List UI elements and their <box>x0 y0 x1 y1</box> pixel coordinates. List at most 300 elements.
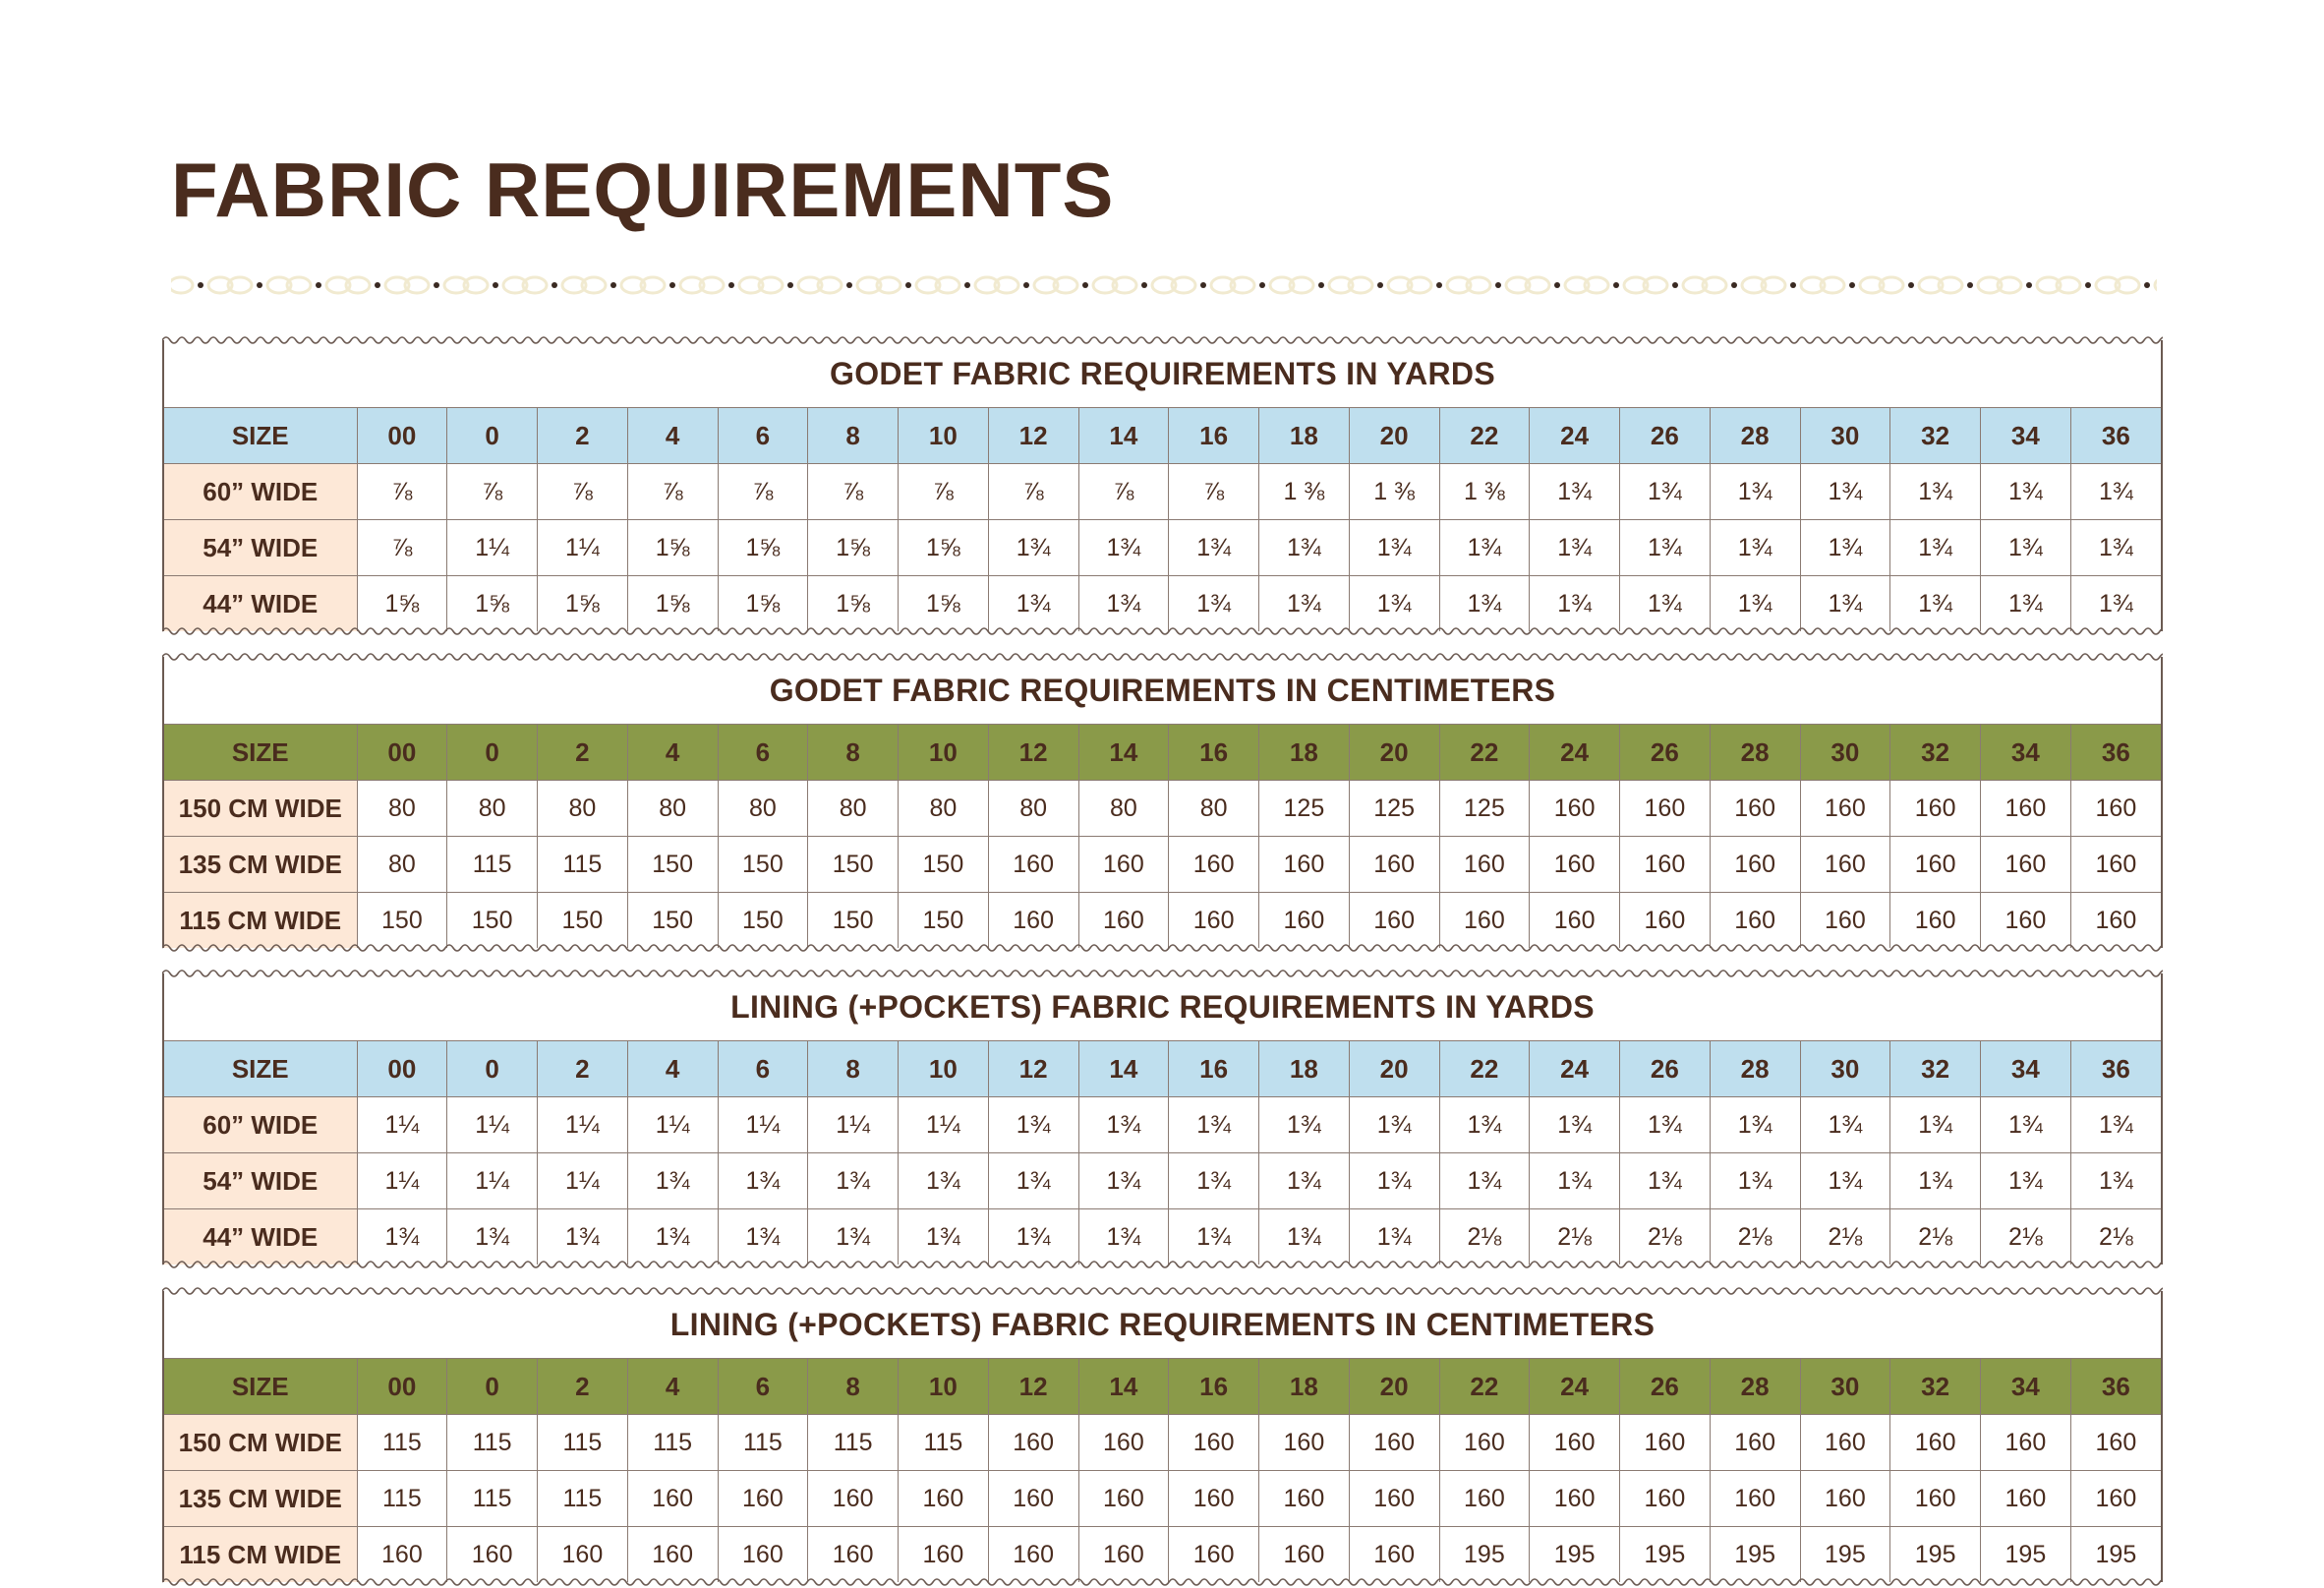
value-cell: 160 <box>1890 837 1981 893</box>
value-cell: 2⅛ <box>1890 1209 1981 1265</box>
value-cell: 160 <box>1530 837 1620 893</box>
size-header-cell: 6 <box>718 1359 808 1415</box>
size-header-cell: 2 <box>538 408 628 464</box>
table-row <box>164 1209 2161 1265</box>
size-header-cell: 36 <box>2070 1041 2161 1097</box>
table-row <box>164 893 2161 949</box>
value-cell: 1¾ <box>1890 520 1981 576</box>
value-cell: 160 <box>1439 837 1530 893</box>
value-cell: 1¾ <box>1710 464 1800 520</box>
value-cell: 1¾ <box>2070 576 2161 632</box>
size-header-label: SIZE <box>164 1359 357 1415</box>
value-cell: 1⅝ <box>899 520 989 576</box>
value-cell: 1¾ <box>1169 520 1259 576</box>
row-label: 115 CM WIDE <box>164 1527 357 1583</box>
value-cell: 1¾ <box>2070 1097 2161 1153</box>
size-header-cell: 30 <box>1800 408 1890 464</box>
size-header-cell: 22 <box>1439 408 1530 464</box>
value-cell: 150 <box>808 837 899 893</box>
value-cell: 160 <box>1439 893 1530 949</box>
value-cell: ⅞ <box>627 464 718 520</box>
value-cell: 1¾ <box>1259 1153 1350 1209</box>
table-row <box>164 576 2161 632</box>
section-title: LINING (+POCKETS) FABRIC REQUIREMENTS IN YARDS <box>730 988 1595 1025</box>
value-cell: 160 <box>538 1527 628 1583</box>
value-cell: 160 <box>1800 781 1890 837</box>
value-cell: 1¼ <box>538 520 628 576</box>
value-cell: 1¾ <box>1078 576 1169 632</box>
value-cell: 160 <box>1890 893 1981 949</box>
size-header-cell: 32 <box>1890 1359 1981 1415</box>
value-cell: 125 <box>1259 781 1350 837</box>
value-cell: 80 <box>808 781 899 837</box>
value-cell: 160 <box>1169 1471 1259 1527</box>
size-header-cell: 20 <box>1349 725 1439 781</box>
value-cell: 80 <box>538 781 628 837</box>
value-cell: 1⅝ <box>357 576 447 632</box>
value-cell: 1¾ <box>2070 464 2161 520</box>
value-cell: 1⅝ <box>718 576 808 632</box>
value-cell: 160 <box>988 893 1078 949</box>
value-cell: 160 <box>899 1527 989 1583</box>
value-cell: 160 <box>1981 1471 2071 1527</box>
size-header-cell: 36 <box>2070 408 2161 464</box>
size-header-cell: 24 <box>1530 1041 1620 1097</box>
section-godet-yards <box>162 340 2163 631</box>
size-header-cell: 32 <box>1890 408 1981 464</box>
value-cell: 1⅝ <box>718 520 808 576</box>
value-cell: 1¾ <box>1259 576 1350 632</box>
wavy-border-top <box>162 334 2163 346</box>
value-cell: 160 <box>1169 893 1259 949</box>
value-cell: 160 <box>1710 781 1800 837</box>
value-cell: 1¾ <box>1800 1097 1890 1153</box>
size-header-cell: 8 <box>808 408 899 464</box>
value-cell: 1¾ <box>1620 1153 1711 1209</box>
value-cell: 1¾ <box>1349 520 1439 576</box>
value-cell: 1¾ <box>627 1153 718 1209</box>
value-cell: 160 <box>808 1527 899 1583</box>
value-cell: 160 <box>1800 893 1890 949</box>
value-cell: 160 <box>627 1471 718 1527</box>
value-cell: 1¾ <box>1981 1097 2071 1153</box>
value-cell: 160 <box>1620 781 1711 837</box>
wavy-border-bottom <box>162 1259 2163 1270</box>
size-header-cell: 28 <box>1710 1359 1800 1415</box>
value-cell: 1¾ <box>1169 1209 1259 1265</box>
size-header-cell: 24 <box>1530 1359 1620 1415</box>
value-cell: 2⅛ <box>2070 1209 2161 1265</box>
value-cell: 1⅝ <box>627 576 718 632</box>
value-cell: 1¾ <box>1259 1097 1350 1153</box>
value-cell: 160 <box>808 1471 899 1527</box>
size-header-cell: 6 <box>718 725 808 781</box>
value-cell: 1¼ <box>808 1097 899 1153</box>
value-cell: 1 ⅜ <box>1439 464 1530 520</box>
value-cell: 1¾ <box>1620 576 1711 632</box>
value-cell: ⅞ <box>718 464 808 520</box>
value-cell: 1¾ <box>1439 1097 1530 1153</box>
value-cell: 160 <box>1890 781 1981 837</box>
size-header-cell: 00 <box>357 1359 447 1415</box>
value-cell: 80 <box>357 837 447 893</box>
row-label: 60” WIDE <box>164 1097 357 1153</box>
size-header-cell: 00 <box>357 1041 447 1097</box>
value-cell: 160 <box>1078 1415 1169 1471</box>
value-cell: 160 <box>1890 1471 1981 1527</box>
requirements-table <box>164 407 2161 631</box>
value-cell: 160 <box>1710 1415 1800 1471</box>
value-cell: 2⅛ <box>1981 1209 2071 1265</box>
value-cell: 160 <box>1710 837 1800 893</box>
value-cell: 1¾ <box>627 1209 718 1265</box>
value-cell: 160 <box>1439 1415 1530 1471</box>
value-cell: 1¾ <box>1530 576 1620 632</box>
value-cell: 1¾ <box>1078 1097 1169 1153</box>
value-cell: 1¼ <box>357 1097 447 1153</box>
size-header-cell: 10 <box>899 725 989 781</box>
table-row <box>164 1471 2161 1527</box>
value-cell: 160 <box>1169 1527 1259 1583</box>
value-cell: 125 <box>1439 781 1530 837</box>
size-header-cell: 0 <box>447 408 538 464</box>
size-header-row <box>164 1359 2161 1415</box>
size-header-cell: 30 <box>1800 1041 1890 1097</box>
value-cell: 160 <box>1349 893 1439 949</box>
size-header-cell: 0 <box>447 1359 538 1415</box>
value-cell: 1¾ <box>1259 520 1350 576</box>
value-cell: 1¾ <box>1620 520 1711 576</box>
value-cell: 115 <box>899 1415 989 1471</box>
value-cell: 1¾ <box>1169 576 1259 632</box>
value-cell: 125 <box>1349 781 1439 837</box>
value-cell: 1¼ <box>357 1153 447 1209</box>
size-header-cell: 32 <box>1890 725 1981 781</box>
size-header-cell: 24 <box>1530 725 1620 781</box>
value-cell: 195 <box>1890 1527 1981 1583</box>
value-cell: 1⅝ <box>447 576 538 632</box>
decorative-divider <box>171 265 2157 305</box>
size-header-cell: 18 <box>1259 1359 1350 1415</box>
table-row <box>164 520 2161 576</box>
section-title: GODET FABRIC REQUIREMENTS IN CENTIMETERS <box>769 672 1556 708</box>
value-cell: 1 ⅜ <box>1349 464 1439 520</box>
value-cell: 160 <box>1530 893 1620 949</box>
table-row <box>164 1527 2161 1583</box>
section-lining-cm <box>162 1291 2163 1582</box>
value-cell: 150 <box>899 837 989 893</box>
size-header-cell: 26 <box>1620 1359 1711 1415</box>
value-cell: 1¾ <box>447 1209 538 1265</box>
row-label: 150 CM WIDE <box>164 1415 357 1471</box>
value-cell: 150 <box>627 837 718 893</box>
value-cell: 2⅛ <box>1710 1209 1800 1265</box>
size-header-cell: 00 <box>357 408 447 464</box>
value-cell: 160 <box>899 1471 989 1527</box>
value-cell: 115 <box>627 1415 718 1471</box>
size-header-cell: 4 <box>627 1041 718 1097</box>
value-cell: 1¾ <box>538 1209 628 1265</box>
value-cell: 160 <box>1890 1415 1981 1471</box>
value-cell: 1¾ <box>1349 576 1439 632</box>
value-cell: 80 <box>899 781 989 837</box>
value-cell: 160 <box>1800 837 1890 893</box>
value-cell: 1¼ <box>718 1097 808 1153</box>
value-cell: 160 <box>2070 1415 2161 1471</box>
value-cell: 1¾ <box>1710 576 1800 632</box>
size-header-cell: 12 <box>988 725 1078 781</box>
value-cell: 160 <box>1349 1415 1439 1471</box>
value-cell: 160 <box>1078 837 1169 893</box>
value-cell: 1⅝ <box>538 576 628 632</box>
value-cell: 80 <box>627 781 718 837</box>
size-header-cell: 12 <box>988 1359 1078 1415</box>
row-label: 135 CM WIDE <box>164 1471 357 1527</box>
value-cell: 160 <box>2070 837 2161 893</box>
section-title: LINING (+POCKETS) FABRIC REQUIREMENTS IN CENTIMETERS <box>669 1306 1656 1342</box>
value-cell: 1¾ <box>1981 576 2071 632</box>
value-cell: 115 <box>538 1415 628 1471</box>
value-cell: 115 <box>538 1471 628 1527</box>
value-cell: 1¾ <box>1349 1097 1439 1153</box>
value-cell: 1¾ <box>1710 520 1800 576</box>
value-cell: 160 <box>1800 1471 1890 1527</box>
value-cell: ⅞ <box>357 520 447 576</box>
value-cell: 160 <box>1800 1415 1890 1471</box>
value-cell: 1¾ <box>1530 1153 1620 1209</box>
value-cell: 1¾ <box>1890 1153 1981 1209</box>
size-header-cell: 4 <box>627 408 718 464</box>
value-cell: 160 <box>718 1471 808 1527</box>
wavy-border-top <box>162 1285 2163 1297</box>
value-cell: ⅞ <box>899 464 989 520</box>
value-cell: 1¼ <box>899 1097 989 1153</box>
value-cell: 1¾ <box>808 1153 899 1209</box>
size-header-cell: 22 <box>1439 1359 1530 1415</box>
row-label: 44” WIDE <box>164 1209 357 1265</box>
value-cell: 160 <box>447 1527 538 1583</box>
value-cell: 1¾ <box>1530 464 1620 520</box>
value-cell: 1⅝ <box>808 576 899 632</box>
value-cell: 160 <box>1620 1471 1711 1527</box>
value-cell: 115 <box>447 1471 538 1527</box>
size-header-cell: 6 <box>718 408 808 464</box>
size-header-cell: 36 <box>2070 725 2161 781</box>
value-cell: 160 <box>988 1471 1078 1527</box>
value-cell: 1¾ <box>1710 1153 1800 1209</box>
value-cell: ⅞ <box>538 464 628 520</box>
value-cell: 115 <box>357 1471 447 1527</box>
value-cell: 195 <box>1620 1527 1711 1583</box>
value-cell: 160 <box>1620 837 1711 893</box>
section-lining-yards <box>162 973 2163 1265</box>
value-cell: 1¾ <box>1981 520 2071 576</box>
value-cell: ⅞ <box>357 464 447 520</box>
table-row <box>164 781 2161 837</box>
value-cell: ⅞ <box>988 464 1078 520</box>
value-cell: 1¾ <box>988 1209 1078 1265</box>
value-cell: 160 <box>1530 781 1620 837</box>
value-cell: 160 <box>1710 893 1800 949</box>
size-header-cell: 22 <box>1439 1041 1530 1097</box>
value-cell: 160 <box>1169 1415 1259 1471</box>
size-header-cell: 10 <box>899 408 989 464</box>
size-header-label: SIZE <box>164 725 357 781</box>
size-header-cell: 18 <box>1259 1041 1350 1097</box>
value-cell: 80 <box>988 781 1078 837</box>
value-cell: 150 <box>899 893 989 949</box>
size-header-cell: 26 <box>1620 408 1711 464</box>
value-cell: 1¾ <box>1169 1097 1259 1153</box>
value-cell: 115 <box>808 1415 899 1471</box>
value-cell: 1¾ <box>1439 576 1530 632</box>
value-cell: 1¾ <box>988 1097 1078 1153</box>
value-cell: 160 <box>1259 1415 1350 1471</box>
value-cell: 1¼ <box>447 520 538 576</box>
value-cell: 1¾ <box>1981 464 2071 520</box>
size-header-cell: 26 <box>1620 1041 1711 1097</box>
size-header-cell: 30 <box>1800 725 1890 781</box>
value-cell: 160 <box>1620 893 1711 949</box>
requirements-table <box>164 1358 2161 1582</box>
value-cell: 160 <box>1078 1471 1169 1527</box>
value-cell: 1¾ <box>988 1153 1078 1209</box>
value-cell: 160 <box>988 837 1078 893</box>
row-label: 54” WIDE <box>164 1153 357 1209</box>
value-cell: 160 <box>718 1527 808 1583</box>
value-cell: 2⅛ <box>1530 1209 1620 1265</box>
value-cell: 1¼ <box>538 1153 628 1209</box>
size-header-cell: 16 <box>1169 725 1259 781</box>
row-label: 60” WIDE <box>164 464 357 520</box>
size-header-cell: 28 <box>1710 408 1800 464</box>
value-cell: 160 <box>1078 1527 1169 1583</box>
table-row <box>164 1097 2161 1153</box>
wavy-border-bottom <box>162 942 2163 954</box>
size-header-row <box>164 725 2161 781</box>
table-row <box>164 464 2161 520</box>
value-cell: 195 <box>1981 1527 2071 1583</box>
value-cell: 1 ⅜ <box>1259 464 1350 520</box>
value-cell: 1⅝ <box>627 520 718 576</box>
value-cell: 1¾ <box>1800 520 1890 576</box>
value-cell: 1¾ <box>1800 1153 1890 1209</box>
size-header-cell: 8 <box>808 1359 899 1415</box>
value-cell: 1¾ <box>1710 1097 1800 1153</box>
value-cell: 1¾ <box>2070 1153 2161 1209</box>
row-label: 54” WIDE <box>164 520 357 576</box>
value-cell: 160 <box>2070 893 2161 949</box>
size-header-cell: 2 <box>538 1359 628 1415</box>
section-godet-cm <box>162 657 2163 948</box>
value-cell: 195 <box>1710 1527 1800 1583</box>
value-cell: 195 <box>2070 1527 2161 1583</box>
value-cell: 1¾ <box>1439 1153 1530 1209</box>
value-cell: 160 <box>1530 1415 1620 1471</box>
size-header-cell: 20 <box>1349 408 1439 464</box>
size-header-row <box>164 408 2161 464</box>
row-label: 115 CM WIDE <box>164 893 357 949</box>
wavy-border-bottom <box>162 1576 2163 1588</box>
size-header-cell: 14 <box>1078 1041 1169 1097</box>
table-row <box>164 837 2161 893</box>
value-cell: 160 <box>1981 781 2071 837</box>
size-header-cell: 4 <box>627 1359 718 1415</box>
size-header-cell: 0 <box>447 1041 538 1097</box>
value-cell: 1¾ <box>1349 1209 1439 1265</box>
value-cell: 2⅛ <box>1620 1209 1711 1265</box>
value-cell: 1¾ <box>988 576 1078 632</box>
value-cell: 1¾ <box>1890 464 1981 520</box>
size-header-cell: 2 <box>538 725 628 781</box>
page-title: FABRIC REQUIREMENTS <box>171 147 1115 233</box>
size-header-cell: 12 <box>988 1041 1078 1097</box>
size-header-cell: 8 <box>808 725 899 781</box>
section-title: GODET FABRIC REQUIREMENTS IN YARDS <box>830 355 1495 391</box>
value-cell: 115 <box>718 1415 808 1471</box>
value-cell: 160 <box>1981 1415 2071 1471</box>
requirements-table <box>164 1040 2161 1265</box>
value-cell: 2⅛ <box>1439 1209 1530 1265</box>
value-cell: 1¾ <box>1169 1153 1259 1209</box>
value-cell: 1¾ <box>899 1153 989 1209</box>
value-cell: 1¾ <box>1890 1097 1981 1153</box>
value-cell: 160 <box>1981 893 2071 949</box>
value-cell: 1¾ <box>1620 1097 1711 1153</box>
value-cell: 1¾ <box>357 1209 447 1265</box>
value-cell: 160 <box>1530 1471 1620 1527</box>
ornament-icon <box>171 265 2157 305</box>
value-cell: 160 <box>1259 893 1350 949</box>
value-cell: 160 <box>627 1527 718 1583</box>
value-cell: 1¼ <box>627 1097 718 1153</box>
size-header-cell: 10 <box>899 1041 989 1097</box>
value-cell: 150 <box>627 893 718 949</box>
row-label: 44” WIDE <box>164 576 357 632</box>
size-header-cell: 24 <box>1530 408 1620 464</box>
value-cell: 1¾ <box>718 1153 808 1209</box>
value-cell: 1¾ <box>808 1209 899 1265</box>
value-cell: 160 <box>357 1527 447 1583</box>
value-cell: 160 <box>988 1527 1078 1583</box>
value-cell: 150 <box>718 837 808 893</box>
value-cell: 1⅝ <box>899 576 989 632</box>
value-cell: 115 <box>357 1415 447 1471</box>
value-cell: 150 <box>447 893 538 949</box>
size-header-cell: 28 <box>1710 1041 1800 1097</box>
value-cell: 1¾ <box>1800 464 1890 520</box>
value-cell: 1⅝ <box>808 520 899 576</box>
size-header-cell: 20 <box>1349 1041 1439 1097</box>
value-cell: 1¾ <box>1800 576 1890 632</box>
value-cell: 1¾ <box>1981 1153 2071 1209</box>
size-header-cell: 30 <box>1800 1359 1890 1415</box>
value-cell: ⅞ <box>447 464 538 520</box>
value-cell: 150 <box>357 893 447 949</box>
size-header-cell: 14 <box>1078 1359 1169 1415</box>
size-header-cell: 16 <box>1169 1041 1259 1097</box>
value-cell: 115 <box>538 837 628 893</box>
value-cell: 1¾ <box>1890 576 1981 632</box>
value-cell: 80 <box>447 781 538 837</box>
value-cell: 160 <box>1259 1471 1350 1527</box>
size-header-cell: 2 <box>538 1041 628 1097</box>
value-cell: 1¾ <box>1078 1153 1169 1209</box>
value-cell: 1¾ <box>1620 464 1711 520</box>
size-header-cell: 34 <box>1981 1041 2071 1097</box>
value-cell: 1¾ <box>988 520 1078 576</box>
row-label: 135 CM WIDE <box>164 837 357 893</box>
